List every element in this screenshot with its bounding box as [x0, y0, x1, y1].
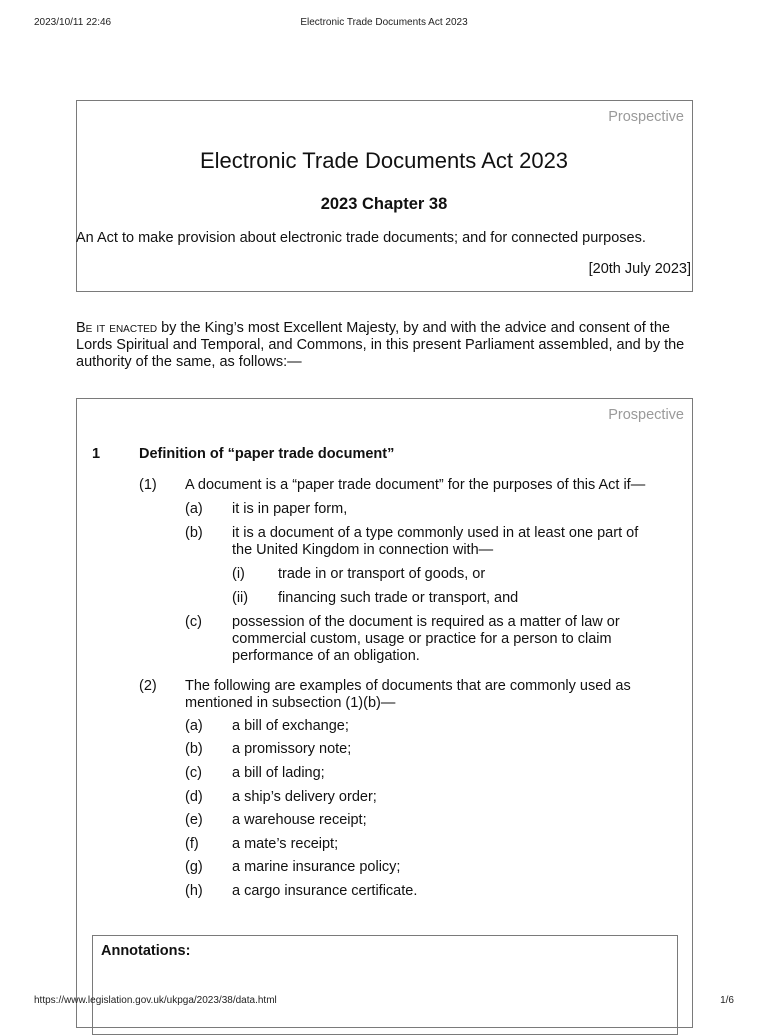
paragraph-text: a mate’s receipt; — [232, 836, 339, 852]
print-header — [34, 17, 734, 31]
paragraph-number: (a) — [185, 501, 203, 517]
paragraph-number: (g) — [185, 859, 203, 875]
paragraph-text: the United Kingdom in connection with— — [232, 542, 494, 558]
act-long-title: An Act to make provision about electronic trade documents; and for connected purposes. — [76, 230, 646, 246]
paragraph-number: (d) — [185, 789, 203, 805]
royal-assent-date: [20th July 2023] — [588, 261, 691, 277]
paragraph-text: a ship’s delivery order; — [232, 789, 377, 805]
subsection-number: (1) — [139, 477, 157, 493]
print-datetime: 2023/10/11 22:46 — [34, 17, 112, 28]
paragraph-number: (b) — [185, 525, 203, 541]
section-heading: Definition of “paper trade document” — [139, 446, 395, 462]
paragraph-text: a bill of lading; — [232, 765, 325, 781]
paragraph-text: a marine insurance policy; — [232, 859, 401, 875]
paragraph-text: commercial custom, usage or practice for a person to claim — [232, 631, 612, 647]
subparagraph-text: financing such trade or transport, and — [278, 590, 519, 606]
print-page-number: 1/6 — [720, 995, 734, 1006]
paragraph-text: it is in paper form, — [232, 501, 348, 517]
subparagraph-text: trade in or transport of goods, or — [278, 566, 486, 582]
paragraph-text: a promissory note; — [232, 741, 352, 757]
paragraph-number: (f) — [185, 836, 199, 852]
subsection-text: A document is a “paper trade document” for the purposes of this Act if— — [185, 477, 646, 493]
annotations-heading: Annotations: — [101, 943, 191, 959]
paragraph-text: performance of an obligation. — [232, 648, 420, 664]
subsection-text: mentioned in subsection (1)(b)— — [185, 695, 396, 711]
status-badge: Prospective — [608, 109, 684, 125]
subsection-number: (2) — [139, 678, 157, 694]
paragraph-number: (e) — [185, 812, 203, 828]
paragraph-text: a bill of exchange; — [232, 718, 349, 734]
act-title: Electronic Trade Documents Act 2023 — [199, 148, 569, 173]
subparagraph-number: (i) — [232, 566, 245, 582]
print-page-title: Electronic Trade Documents Act 2023 — [300, 17, 468, 28]
act-chapter: 2023 Chapter 38 — [320, 195, 448, 213]
paragraph-number: (b) — [185, 741, 203, 757]
subparagraph-number: (ii) — [232, 590, 249, 606]
paragraph-number: (c) — [185, 614, 202, 630]
section-number: 1 — [92, 446, 101, 462]
paragraph-text: it is a document of a type commonly used in at least one part of — [232, 525, 639, 541]
subsection-text: The following are examples of documents that are commonly used as — [185, 678, 631, 694]
enacting-formula — [76, 320, 696, 371]
paragraph-number: (h) — [185, 883, 203, 899]
status-badge: Prospective — [608, 407, 684, 423]
enacting-lead: Be it enacted — [76, 320, 158, 336]
paragraph-text: a warehouse receipt; — [232, 812, 367, 828]
print-url: https://www.legislation.gov.uk/ukpga/2023/38/data.html — [34, 995, 277, 1006]
paragraph-number: (c) — [185, 765, 202, 781]
enacting-text: by the King’s most Excellent Majesty, by and with the advice and consent of the Lords Spiritual and Temporal, and Commons, in this present Parliament assembled, and by the authority of the same, as follows:— — [76, 320, 685, 370]
paragraph-text: a cargo insurance certificate. — [232, 883, 418, 899]
paragraph-number: (a) — [185, 718, 203, 734]
paragraph-text: possession of the document is required as a matter of law or — [232, 614, 620, 630]
print-footer — [34, 995, 734, 1009]
